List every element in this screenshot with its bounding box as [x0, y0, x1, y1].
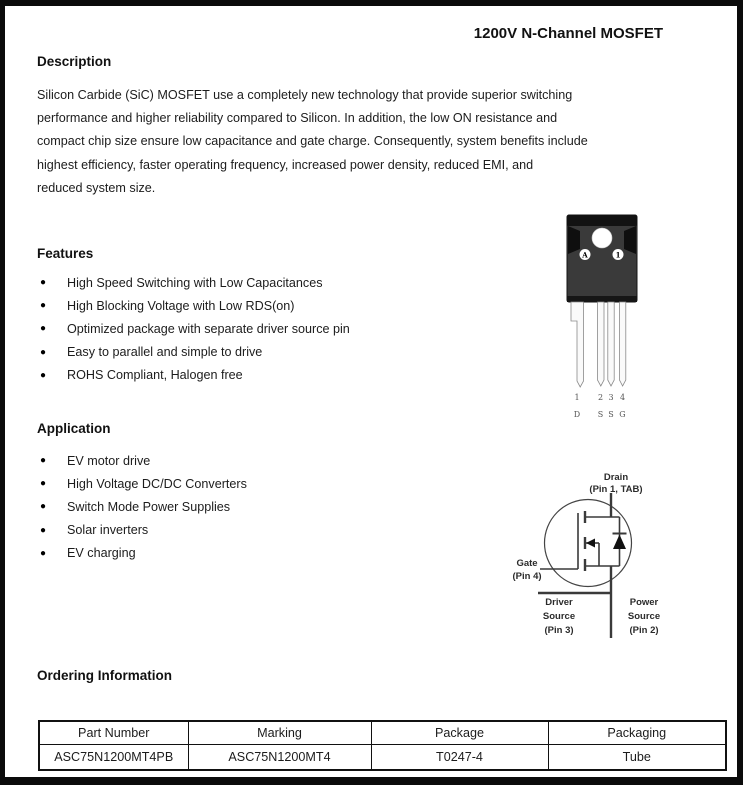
marker-a-label: A [582, 250, 588, 260]
bullet-icon: ● [40, 501, 47, 513]
description-line: performance and higher reliability compared to Silicon. In addition, the low ON resistance and [37, 111, 558, 126]
feature-text: Easy to parallel and simple to drive [67, 345, 263, 360]
packaging-cell: Tube [548, 745, 726, 771]
bullet-icon: ● [40, 323, 47, 335]
list-item [37, 317, 507, 340]
power-source-label: Source [627, 611, 661, 622]
marker-1-label: 1 [615, 250, 621, 260]
package-cell: T0247-4 [371, 745, 548, 771]
feature-text: Optimized package with separate driver source pin [67, 321, 350, 336]
pin-name: D [573, 410, 581, 419]
bullet-icon: ● [40, 478, 47, 490]
ordering-table [38, 720, 727, 771]
application-list [37, 449, 507, 565]
list-item [37, 472, 507, 495]
driver-source-label: Driver [545, 597, 573, 608]
pin-4-gate [620, 302, 626, 386]
gate-pin-label: (Pin 4) [512, 571, 542, 582]
column-header: Package [371, 721, 548, 745]
description-line: reduced system size. [37, 180, 156, 195]
package-bottom-edge [567, 296, 637, 302]
nchannel-arrow-icon [586, 539, 595, 548]
gate-label: Gate [516, 558, 538, 569]
bullet-icon: ● [40, 455, 47, 467]
bullet-icon: ● [40, 346, 47, 358]
list-item [37, 495, 507, 518]
datasheet-page [5, 6, 737, 777]
list-item [37, 519, 507, 542]
features-list [37, 271, 507, 387]
description-line: highest efficiency, faster operating frequency, increased power density, reduced EMI, and [37, 157, 534, 172]
power-source-label: Power [629, 597, 659, 608]
description-paragraph [37, 84, 715, 200]
pin-name: G [619, 410, 626, 419]
mounting-hole [592, 228, 612, 248]
list-item [37, 341, 507, 364]
list-item [37, 542, 507, 565]
diode-arrow-icon [613, 535, 626, 550]
package-pins [571, 302, 626, 387]
package-top-edge [567, 215, 637, 226]
mosfet-symbol-diagram [500, 455, 720, 650]
ordering-heading: Ordering Information [37, 668, 172, 683]
pin-number: 3 [608, 393, 614, 402]
feature-text: High Speed Switching with Low Capacitances [67, 275, 323, 290]
bullet-icon: ● [40, 524, 47, 536]
bullet-icon: ● [40, 369, 47, 381]
driver-source-label: Source [542, 611, 576, 622]
pin-number: 1 [574, 393, 580, 402]
pin-name: S [597, 410, 604, 419]
driver-source-pin-label: (Pin 3) [544, 625, 574, 636]
description-line: compact chip size ensure low capacitance and gate charge. Consequently, system benefits include [37, 134, 588, 149]
application-text: Switch Mode Power Supplies [67, 499, 231, 514]
application-heading: Application [37, 421, 111, 436]
column-header: Part Number [39, 721, 188, 745]
drain-label: Drain [603, 472, 629, 483]
list-item [37, 364, 507, 387]
power-source-pin-label: (Pin 2) [629, 625, 659, 636]
application-text: High Voltage DC/DC Converters [67, 476, 247, 491]
pin-name: S [608, 410, 614, 419]
marking-cell: ASC75N1200MT4 [188, 745, 371, 771]
pin-number: 4 [619, 393, 626, 402]
pin-number: 2 [597, 393, 604, 402]
application-text: Solar inverters [67, 523, 149, 538]
part-number-cell: ASC75N1200MT4PB [39, 745, 188, 771]
table-header-row [39, 721, 726, 745]
bullet-icon: ● [40, 300, 47, 312]
column-header: Packaging [548, 721, 726, 745]
list-item [37, 449, 507, 472]
features-heading: Features [37, 246, 94, 261]
drain-pin-label: (Pin 1, TAB) [589, 484, 643, 495]
feature-text: High Blocking Voltage with Low RDS(on) [67, 298, 295, 313]
page-title: 1200V N-Channel MOSFET [473, 25, 663, 42]
pin-2-source [598, 302, 605, 386]
column-header: Marking [188, 721, 371, 745]
table-row [39, 745, 726, 771]
application-text: EV charging [67, 546, 136, 561]
bullet-icon: ● [40, 547, 47, 559]
application-text: EV motor drive [67, 453, 151, 468]
bullet-icon: ● [40, 277, 47, 289]
package-diagram [540, 200, 720, 430]
description-line: Silicon Carbide (SiC) MOSFET use a completely new technology that provide superior switching [37, 88, 573, 102]
pin-1-drain [571, 302, 584, 387]
feature-text: ROHS Compliant, Halogen free [67, 368, 243, 383]
list-item [37, 294, 507, 317]
pin-3-source [608, 302, 614, 386]
description-heading: Description [37, 54, 112, 69]
list-item [37, 271, 507, 294]
